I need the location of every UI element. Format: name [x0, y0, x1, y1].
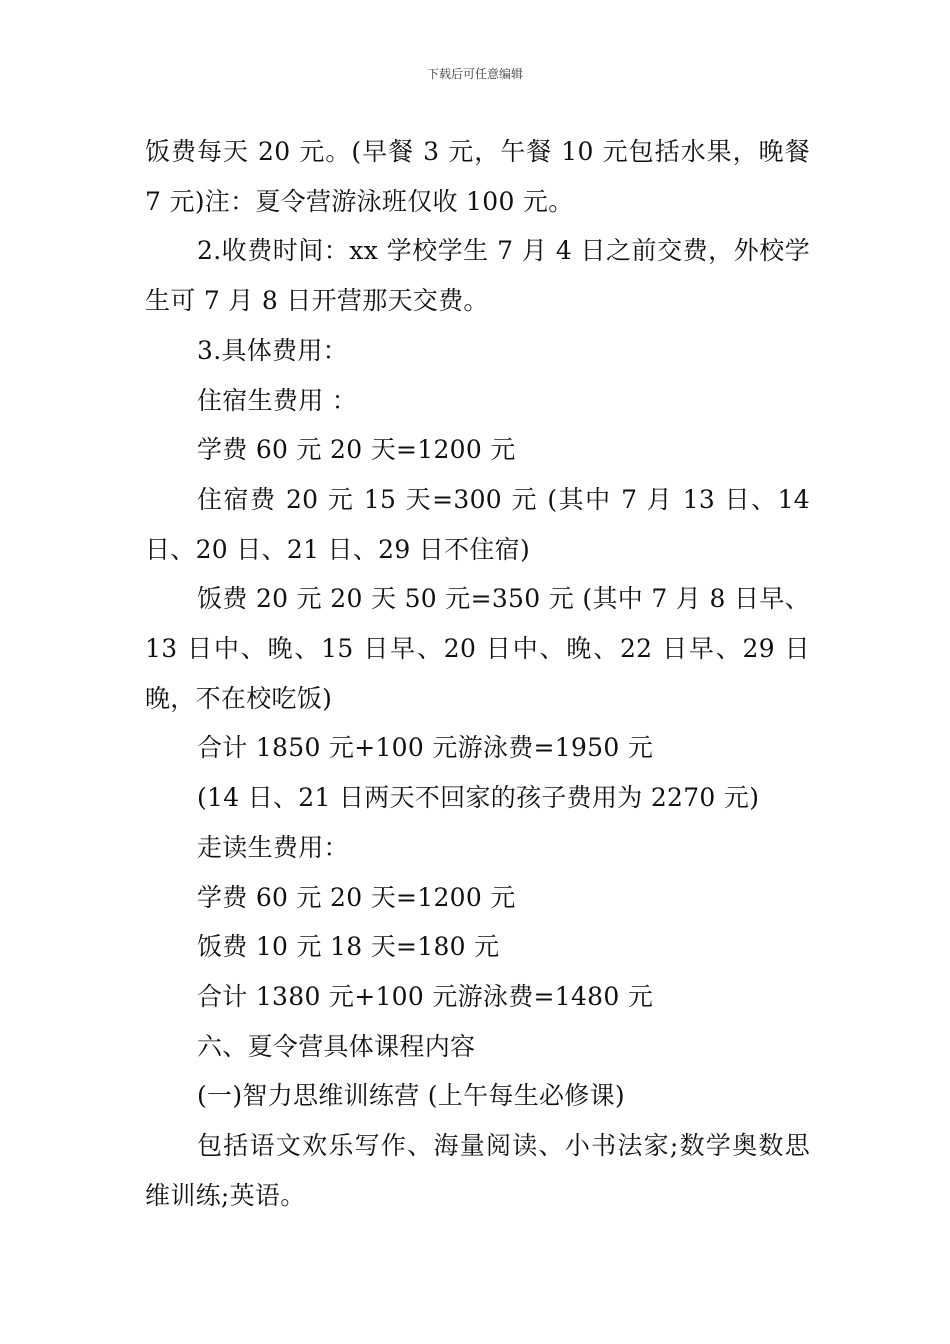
- paragraph-meal-fee: 饭费每天 20 元。(早餐 3 元，午餐 10 元包括水果，晚餐 7 元)注：夏令营游泳班仅收 100 元。: [145, 137, 810, 216]
- paragraph-day-tuition: 学费 60 元 20 天=1200 元: [197, 882, 516, 912]
- paragraph-boarding-heading: 住宿生费用 ：: [197, 385, 358, 415]
- section-heading-courses: 六、夏令营具体课程内容: [197, 1031, 476, 1061]
- paragraph-day-total: 合计 1380 元+100 元游泳费=1480 元: [197, 981, 654, 1011]
- paragraph-boarding-meals: 饭费 20 元 20 天 50 元=350 元 (其中 7 月 8 日早、13 日中、晚、15 日早、20 日中、晚、22 日早、29 日晚，不在校吃饭): [145, 584, 810, 713]
- paragraph-day-student-heading: 走读生费用：: [197, 832, 349, 862]
- page-header-note: 下载后可任意编辑: [426, 67, 523, 81]
- paragraph-boarding-lodging: 住宿费 20 元 15 天=300 元 (其中 7 月 13 日、14 日、20 日、21 日、29 日不住宿): [145, 484, 810, 564]
- document-body: [145, 127, 810, 1220]
- paragraph-boarding-note: (14 日、21 日两天不回家的孩子费用为 2270 元): [197, 783, 760, 813]
- paragraph-boarding-total: 合计 1850 元+100 元游泳费=1950 元: [197, 733, 654, 763]
- subsection-heading-thinking-camp: (一)智力思维训练营 (上午每生必修课): [197, 1081, 625, 1111]
- paragraph-day-meals: 饭费 10 元 18 天=180 元: [197, 932, 500, 962]
- paragraph-specific-fees-heading: 3.具体费用：: [197, 335, 348, 365]
- paragraph-payment-time: 2.收费时间：xx 学校学生 7 月 4 日之前交费，外校学生可 7 月 8 日开营那天交费。: [145, 236, 810, 316]
- paragraph-boarding-tuition: 学费 60 元 20 天=1200 元: [197, 435, 516, 465]
- paragraph-course-contents: 包括语文欢乐写作、海量阅读、小书法家;数学奥数思维训练;英语。: [145, 1131, 810, 1210]
